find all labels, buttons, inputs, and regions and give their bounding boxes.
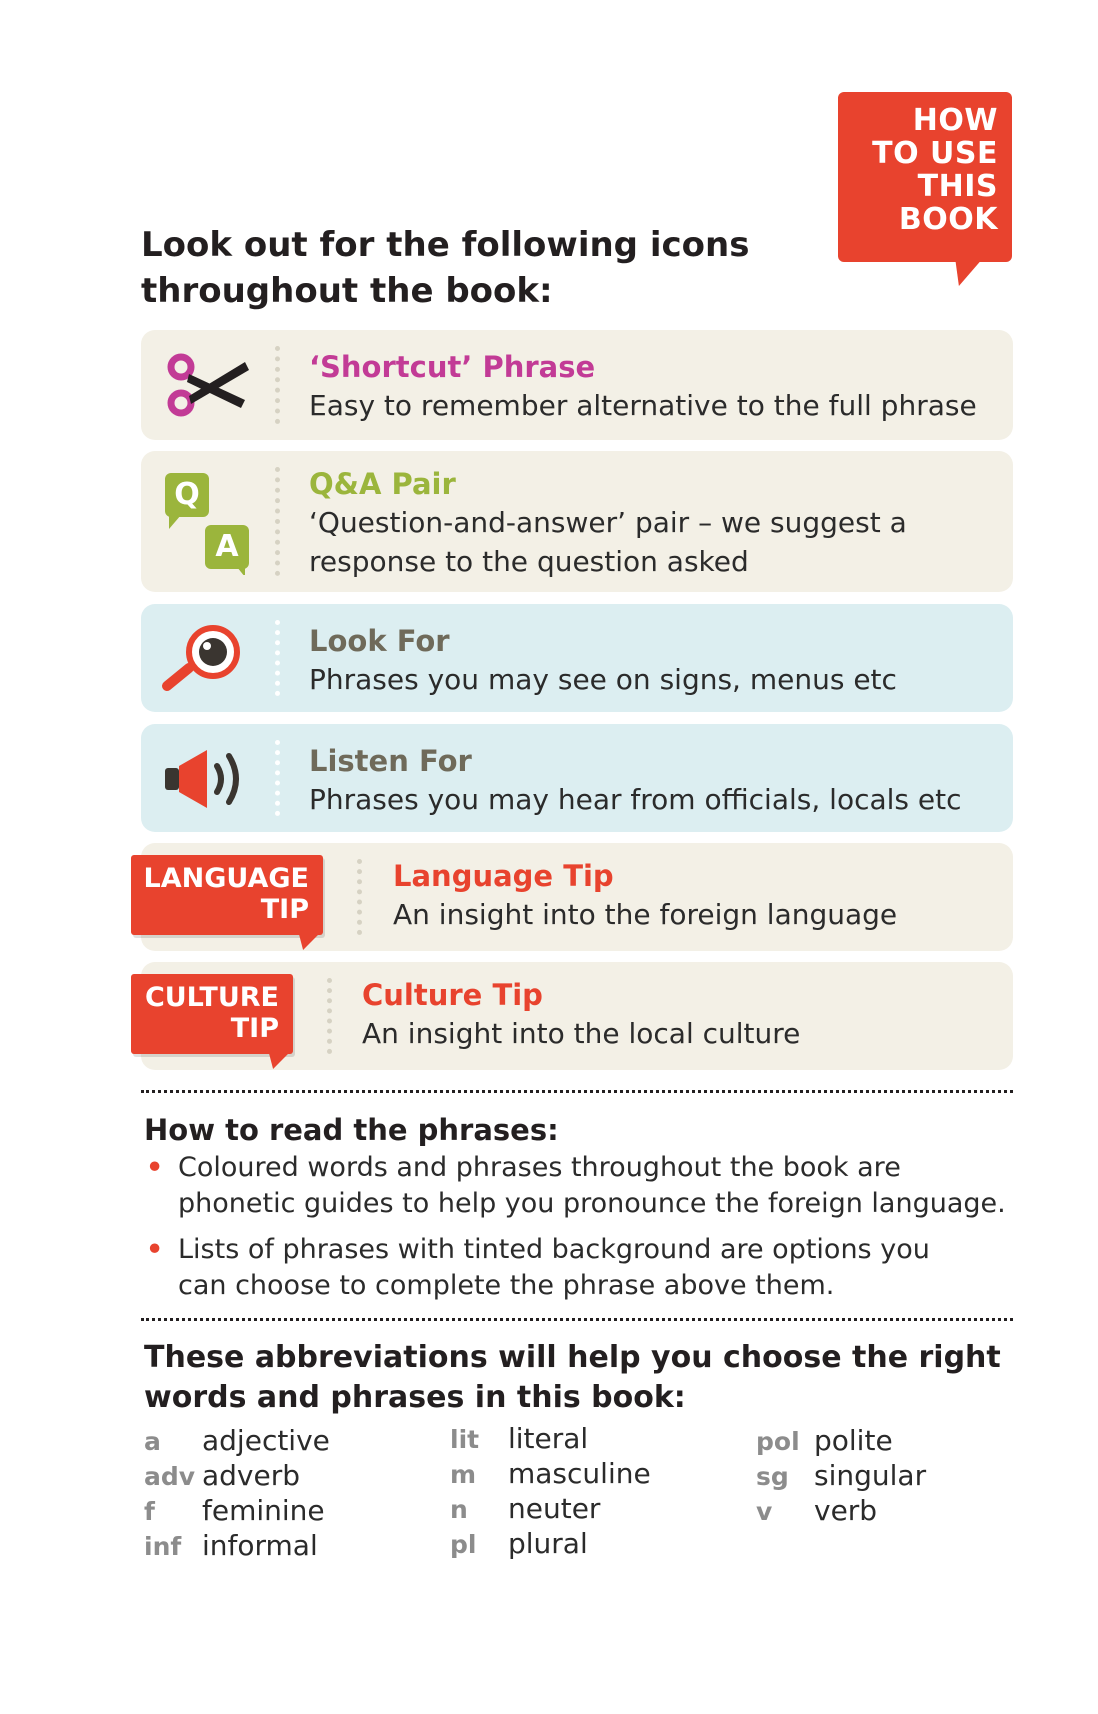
card-divider [275,740,280,816]
abbreviation-row [450,1457,651,1492]
abbreviation-row [144,1494,330,1529]
abbr-meaning: polite [814,1424,893,1457]
abbr-key: pl [450,1530,477,1559]
abbreviation-row [144,1529,330,1564]
bullet-line: Coloured words and phrases throughout the book are [178,1152,901,1183]
legend-desc: An insight into the local culture [362,1017,801,1050]
abbr-key: inf [144,1532,182,1561]
abbreviation-column [144,1424,330,1564]
card-divider [275,346,280,424]
legend-title: Culture Tip [362,978,543,1012]
magnifying-glass-icon [161,622,247,698]
abbr-key: n [450,1495,468,1524]
section-divider [141,1090,1013,1093]
tag-line: LANGUAGE [143,863,309,894]
tag-line: CULTURE [144,982,279,1013]
card-divider [275,467,280,576]
bullet-dot: • [146,1152,164,1183]
abbreviation-row [450,1527,651,1562]
badge-line: HOW [912,103,998,138]
tag-line: TIP [260,894,309,925]
list-item [144,1232,1024,1304]
abbreviation-row [756,1459,926,1494]
abbreviation-column [450,1422,651,1562]
abbr-key: sg [756,1462,789,1491]
legend-card-look-for [141,604,1013,712]
abbr-meaning: feminine [202,1494,325,1527]
card-divider [275,620,280,696]
badge-line: TO USE [872,136,998,171]
tag-line: TIP [230,1013,279,1044]
legend-title: Listen For [309,744,472,778]
speaker-icon [163,746,249,816]
abbr-key: adv [144,1462,196,1491]
legend-card-listen-for [141,724,1013,832]
abbr-meaning: adjective [202,1424,330,1457]
card-divider [327,978,332,1054]
legend-title: Language Tip [393,859,614,893]
abbr-meaning: neuter [508,1492,601,1525]
heading-line: These abbreviations will help you choose the right [144,1340,1001,1375]
legend-desc: ‘Question-and-answer’ pair – we suggest a [309,506,907,539]
abbr-meaning: verb [814,1494,878,1527]
section-divider [141,1318,1013,1321]
language-tip-tag [131,855,323,935]
bullet-dot: • [146,1234,164,1265]
abbr-key: pol [756,1427,800,1456]
scissors-icon [165,352,249,422]
legend-title: Q&A Pair [309,467,456,501]
bullet-line: phonetic guides to help you pronounce the foreign language. [178,1188,1006,1219]
list-item [144,1150,1024,1222]
how-to-read-heading: How to read the phrases: [144,1113,559,1147]
abbr-key: v [756,1497,773,1526]
how-to-use-badge [838,92,1012,262]
abbr-meaning: singular [814,1459,927,1492]
abbr-meaning: plural [508,1527,588,1560]
badge-line: THIS [917,169,998,204]
page-heading: Look out for the following icons throughout the book: [141,225,750,311]
legend-title: Look For [309,624,450,658]
bullet-line: Lists of phrases with tinted background are options you [178,1234,930,1265]
abbreviation-row [450,1492,651,1527]
abbreviation-row [450,1422,651,1457]
abbr-meaning: adverb [202,1459,301,1492]
abbreviation-row [756,1424,926,1459]
legend-desc: Phrases you may see on signs, menus etc [309,663,897,696]
abbreviation-row [144,1459,330,1494]
legend-desc: response to the question asked [309,545,749,578]
abbreviation-row [756,1494,926,1529]
abbr-meaning: masculine [508,1457,651,1490]
abbr-key: lit [450,1425,480,1454]
legend-desc: Easy to remember alternative to the full phrase [309,389,977,422]
qa-speech-bubbles-icon [163,471,253,575]
abbr-meaning: literal [508,1422,589,1455]
a-letter: A [215,529,239,564]
badge-tail [945,258,983,286]
abbreviations-heading [144,1338,1024,1418]
legend-card-qa [141,451,1013,592]
culture-tip-tag [131,974,293,1054]
abbr-key: f [144,1497,155,1526]
abbreviation-row [144,1424,330,1459]
abbreviation-column [756,1424,926,1529]
legend-title: ‘Shortcut’ Phrase [309,350,596,384]
badge-line: BOOK [898,202,998,237]
legend-desc: An insight into the foreign language [393,898,898,931]
abbr-key: a [144,1427,161,1456]
q-letter: Q [174,477,200,512]
bullet-line: can choose to complete the phrase above them. [178,1270,835,1301]
how-to-read-list [144,1150,1024,1314]
heading-line: words and phrases in this book: [144,1380,686,1415]
legend-desc: Phrases you may hear from officials, locals etc [309,783,962,816]
abbr-meaning: informal [202,1529,318,1562]
legend-card-shortcut [141,330,1013,440]
card-divider [357,859,362,935]
abbr-key: m [450,1460,477,1489]
